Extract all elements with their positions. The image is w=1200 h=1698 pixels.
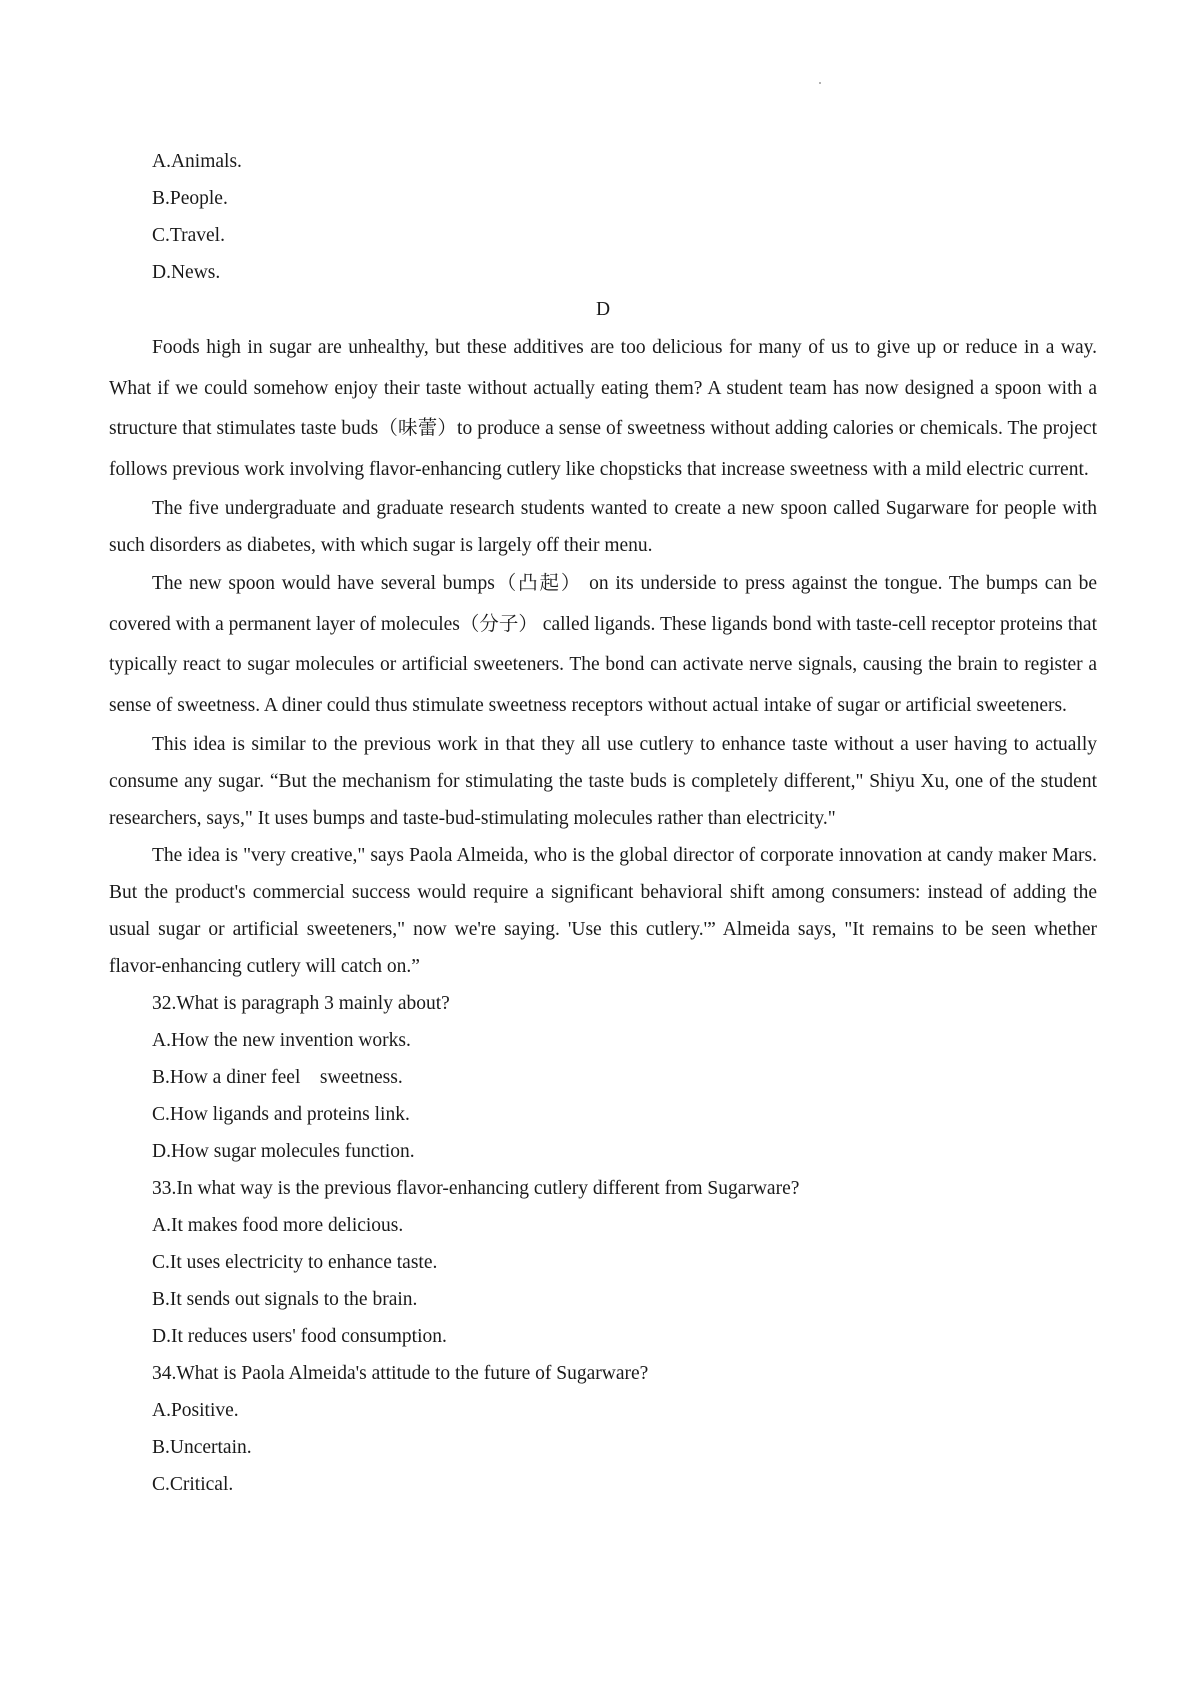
question-option: B.Uncertain. (152, 1437, 252, 1458)
question-option: C.How ligands and proteins link. (152, 1104, 410, 1125)
question-32 (109, 985, 1097, 1170)
question-option: C.It uses electricity to enhance taste. (152, 1252, 438, 1273)
question-option: A.How the new invention works. (152, 1030, 411, 1051)
question-stem: 33.In what way is the previous flavor-enhancing cutlery different from Sugarware? (152, 1178, 800, 1199)
question-option: D.It reduces users' food consumption. (152, 1326, 447, 1347)
question-option: A.Positive. (152, 1400, 239, 1421)
passage-paragraph-1: Foods high in sugar are unhealthy, but these additives are too delicious for many of us to give up or reduce in a way. What if we could somehow enjoy their taste without actually eating them? A student team has now designed a spoon with a structure that stimulates taste buds（味蕾）to produce a sense of sweetness without adding calories or chemicals. The project follows previous work involving flavor-enhancing cutlery like chopsticks that increase sweetness with a mild electric current. (109, 337, 1097, 480)
question-stem: 34.What is Paola Almeida's attitude to the future of Sugarware? (152, 1363, 649, 1384)
question-option: C.Critical. (152, 1474, 234, 1495)
passage-paragraph-2: The five undergraduate and graduate research students wanted to create a new spoon called Sugarware for people with such disorders as diabetes, with which sugar is largely off their menu. (109, 498, 1097, 556)
passage-paragraph-3: The new spoon would have several bumps（凸起） on its underside to press against the tongue. The bumps can be covered with a permanent layer of molecules（分子） called ligands. These ligands bond with taste-cell receptor proteins that typically react to sugar molecules or artificial sweeteners. The bond can activate nerve signals, causing the brain to register a sense of sweetness. A diner could thus stimulate sweetness receptors without actual intake of sugar or artificial sweeteners. (109, 573, 1097, 716)
question-option: B.How a diner feel sweetness. (152, 1067, 403, 1088)
question-33 (109, 1170, 1097, 1355)
option-c: C.Travel. (152, 225, 225, 246)
stray-dot-mark (819, 82, 821, 84)
question-option: B.It sends out signals to the brain. (152, 1289, 418, 1310)
question-34 (109, 1355, 1097, 1503)
question-stem: 32.What is paragraph 3 mainly about? (152, 993, 450, 1014)
section-label: D (595, 299, 611, 320)
page-content (109, 143, 1097, 1503)
passage (109, 328, 1097, 985)
option-b: B.People. (152, 188, 228, 209)
option-a: A.Animals. (152, 151, 242, 172)
passage-paragraph-5: The idea is "very creative," says Paola Almeida, who is the global director of corporate innovation at candy maker Mars. But the product's commercial success would require a significant behavioral shift among consumers: instead of adding the usual sugar or artificial sweeteners," now we're saying. 'Use this cutlery.'” Almeida says, "It remains to be seen whether flavor-enhancing cutlery will catch on.” (109, 845, 1097, 977)
passage-paragraph-4: This idea is similar to the previous work in that they all use cutlery to enhance taste without a user having to actually consume any sugar. “But the mechanism for stimulating the taste buds is completely different," Shiyu Xu, one of the student researchers, says," It uses bumps and taste-bud-stimulating molecules rather than electricity." (109, 734, 1097, 829)
option-d: D.News. (152, 262, 221, 283)
question-option: A.It makes food more delicious. (152, 1215, 404, 1236)
question-option: D.How sugar molecules function. (152, 1141, 415, 1162)
